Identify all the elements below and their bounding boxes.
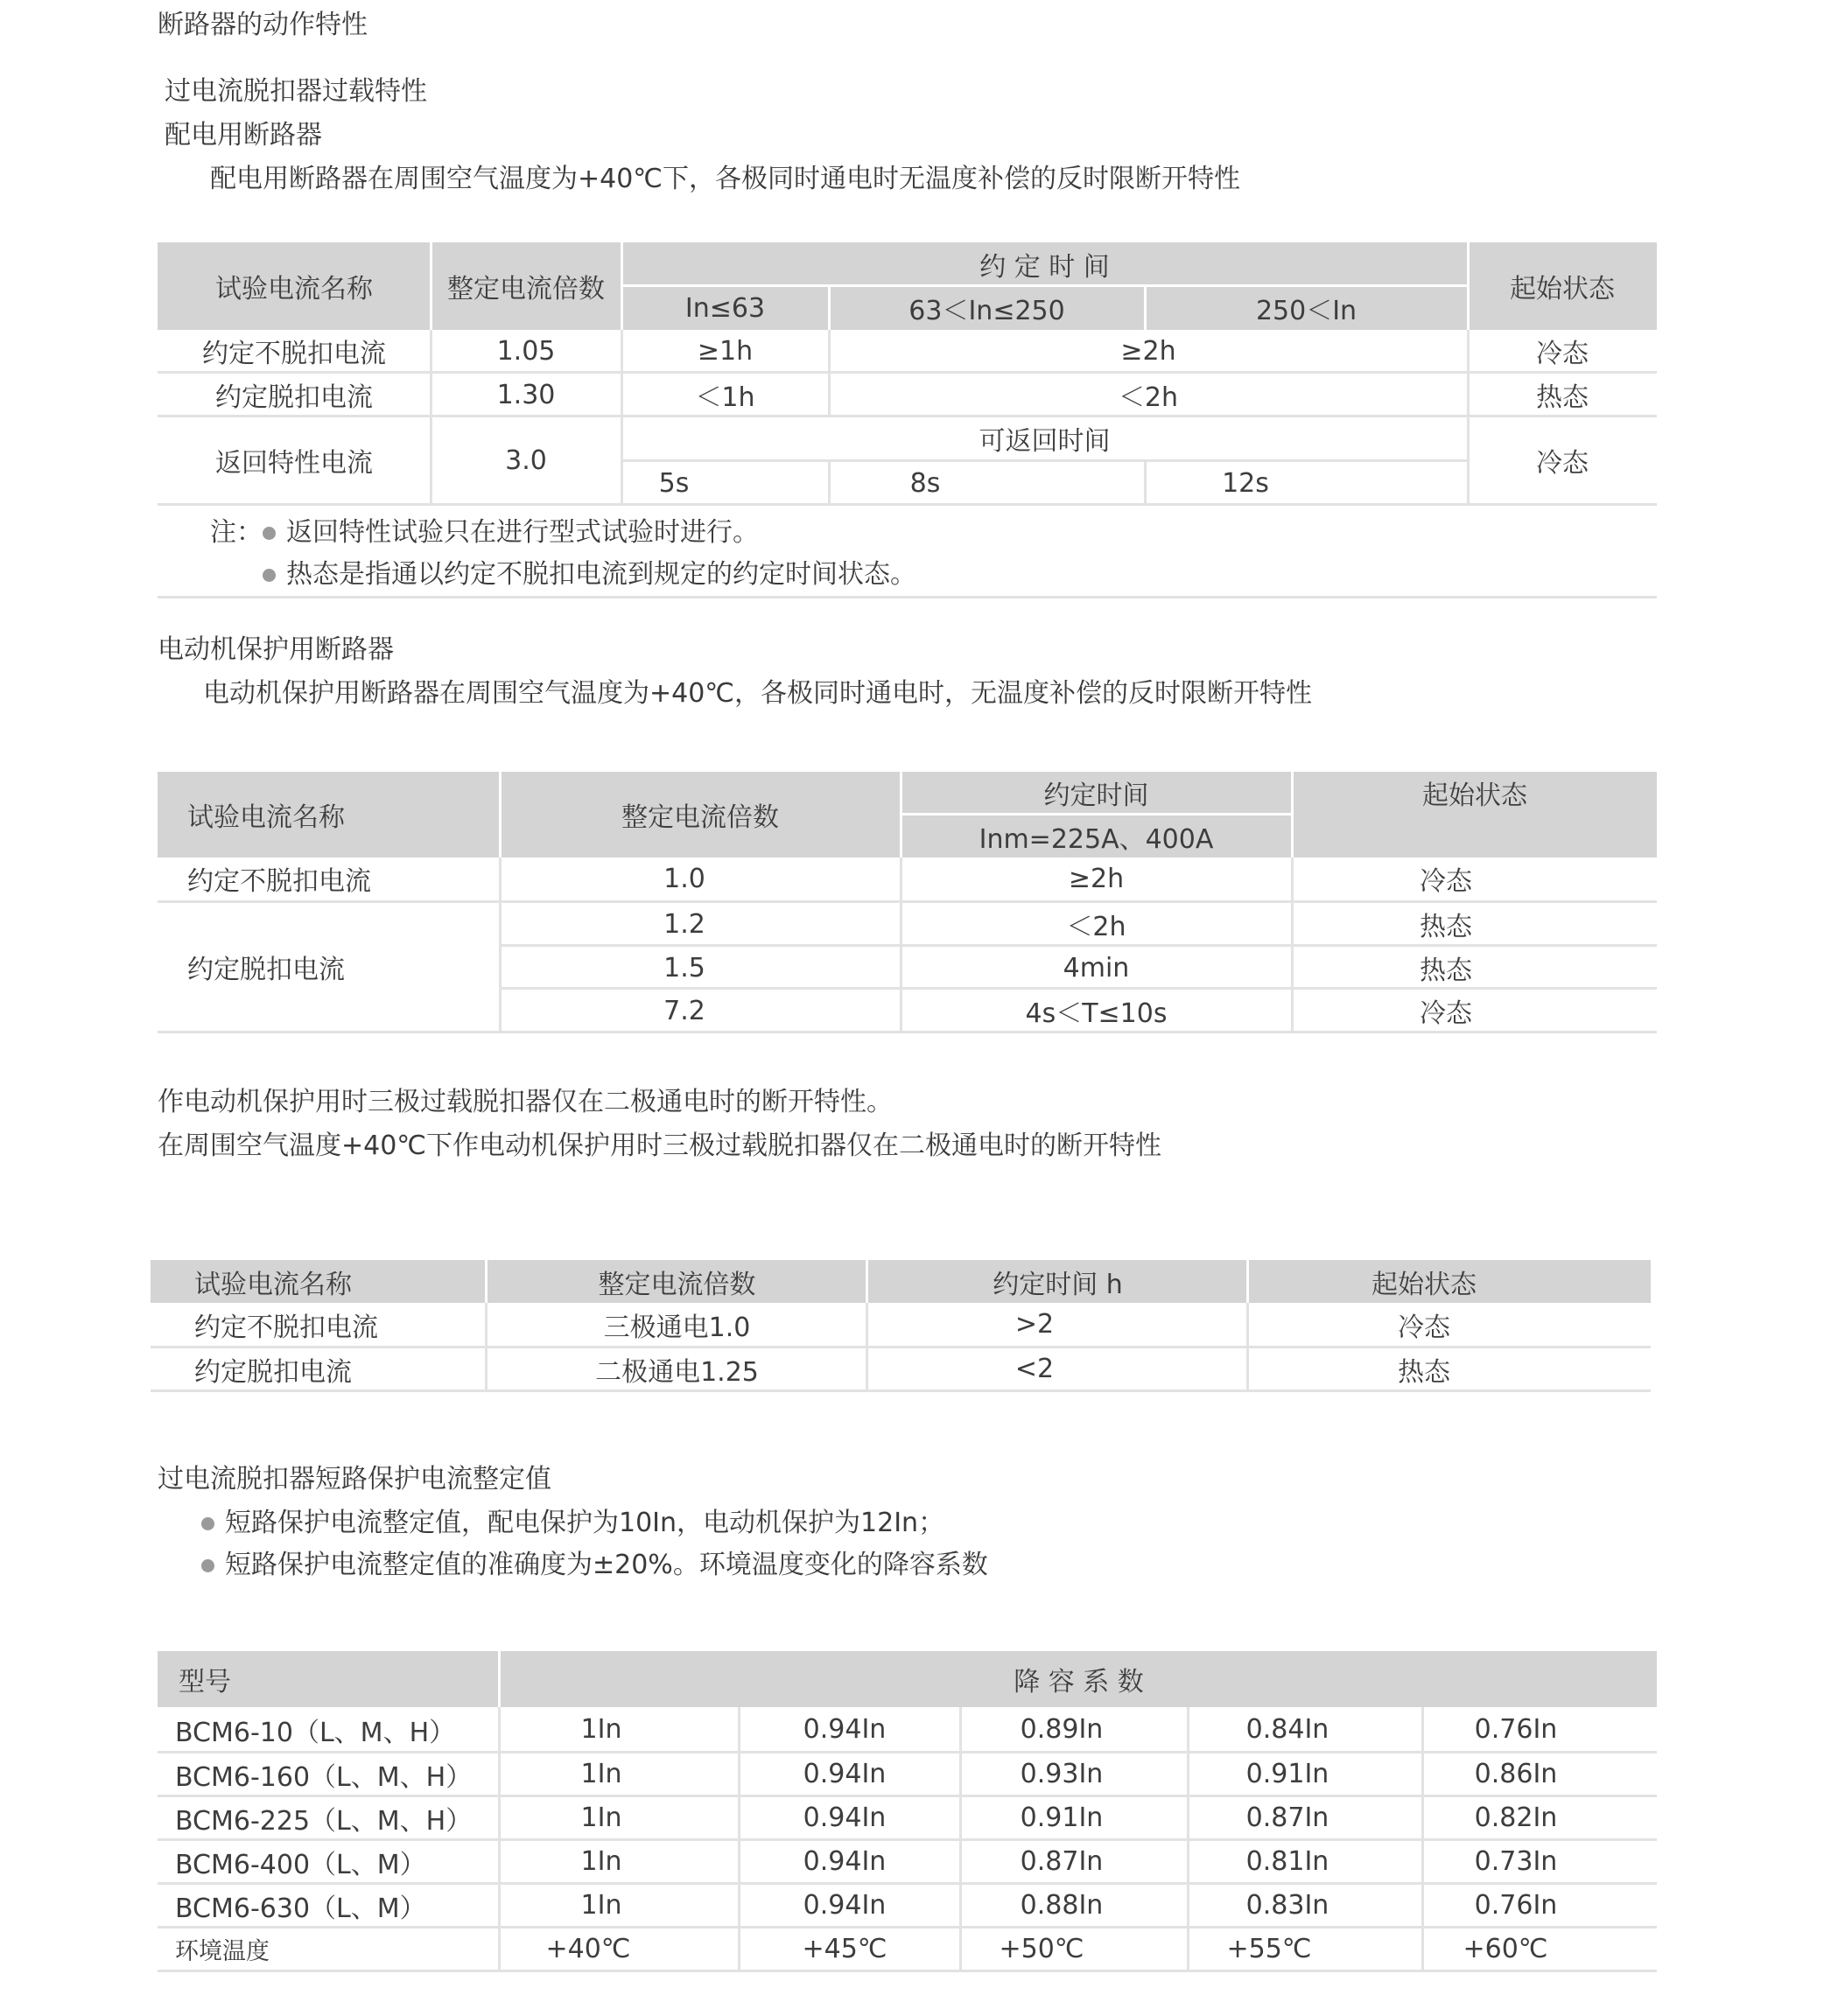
table-cell: 4min bbox=[1063, 952, 1130, 984]
table-cell: 热态 bbox=[1398, 1356, 1450, 1388]
table-cell: 1In bbox=[580, 1890, 622, 1921]
header-time-sub: Inm=225A、400A bbox=[979, 824, 1214, 855]
section-description: 电动机保护用断路器在周围空气温度为+40℃，各极同时通电时，无温度补偿的反时限断开特性 bbox=[203, 678, 1313, 709]
page-title: 断路器的动作特性 bbox=[158, 10, 368, 40]
table-cell: 冷态 bbox=[1536, 448, 1589, 479]
table-cell: ≥1h bbox=[697, 335, 754, 367]
header-conventional-time: 约 定 时 间 bbox=[979, 252, 1110, 283]
table-cell: 8s bbox=[909, 467, 941, 499]
table-cell: +40℃ bbox=[545, 1934, 631, 1964]
table-cell: 0.83In bbox=[1245, 1890, 1329, 1921]
notes-line-2 bbox=[263, 559, 916, 590]
table-cell: 约定脱扣电流 bbox=[215, 382, 373, 413]
table-cell: ≥2h bbox=[1068, 863, 1125, 894]
table-cell: 0.94In bbox=[803, 1802, 887, 1833]
table-cell: +45℃ bbox=[802, 1934, 887, 1964]
table-cell: 1.2 bbox=[663, 908, 705, 940]
table-cell-model: BCM6-630（L、M） bbox=[175, 1893, 426, 1924]
header-conventional-time: 约定时间 bbox=[1043, 780, 1149, 811]
table-header-cell: 整定电流倍数 bbox=[598, 1269, 756, 1300]
table-header-cell: 起始状态 bbox=[1371, 1269, 1477, 1300]
table-cell: 0.91In bbox=[1020, 1802, 1104, 1833]
section-heading: 过电流脱扣器过载特性 bbox=[165, 76, 427, 107]
table-cell: 7.2 bbox=[663, 995, 705, 1026]
bullet-text: 短路保护电流整定值，配电保护为10In，电动机保护为12In； bbox=[225, 1508, 945, 1538]
table-cell: 0.82In bbox=[1474, 1802, 1558, 1833]
table-cell: <2 bbox=[1014, 1354, 1055, 1384]
table-cell: 热态 bbox=[1420, 912, 1472, 942]
table-cell: 12s bbox=[1222, 467, 1269, 499]
table-cell: 0.87In bbox=[1245, 1802, 1329, 1833]
section-description: 配电用断路器在周围空气温度为+40℃下，各极同时通电时无温度补偿的反时限断开特性 bbox=[210, 164, 1241, 194]
table-cell: +55℃ bbox=[1226, 1934, 1312, 1964]
section-subheading: 配电用断路器 bbox=[165, 120, 322, 150]
header-time-in-le-63: In≤63 bbox=[684, 292, 766, 324]
table-cell: +60℃ bbox=[1463, 1934, 1548, 1964]
note-text: 热态是指通以约定不脱扣电流到规定的约定时间状态。 bbox=[286, 559, 916, 590]
header-test-current-name: 试验电流名称 bbox=[215, 274, 373, 304]
bullet-icon bbox=[201, 1559, 214, 1572]
table-cell: 0.76In bbox=[1474, 1714, 1558, 1745]
table-cell: 1In bbox=[580, 1759, 622, 1789]
section-text: 在周围空气温度+40℃下作电动机保护用时三极过载脱扣器仅在二极通电时的断开特性 bbox=[158, 1130, 1162, 1161]
header-time-63-250: 63＜In≤250 bbox=[908, 296, 1065, 326]
table-cell: 3.0 bbox=[505, 444, 547, 476]
table-cell: 1.0 bbox=[663, 863, 705, 894]
table-cell: 0.91In bbox=[1245, 1759, 1329, 1789]
table-cell: 0.88In bbox=[1020, 1890, 1104, 1921]
table-cell: 0.94In bbox=[803, 1759, 887, 1789]
return-time-label: 可返回时间 bbox=[979, 426, 1111, 457]
table-cell-model: BCM6-400（L、M） bbox=[175, 1849, 426, 1880]
table-cell: 冷态 bbox=[1398, 1312, 1450, 1343]
bullet-icon bbox=[263, 569, 276, 582]
table-cell: 冷态 bbox=[1420, 866, 1472, 897]
table-cell: ≥2h bbox=[1120, 335, 1176, 367]
table-cell: >2 bbox=[1014, 1309, 1055, 1340]
table-cell: 0.94In bbox=[803, 1714, 887, 1745]
section-heading: 电动机保护用断路器 bbox=[158, 634, 394, 665]
bullet-icon bbox=[201, 1517, 214, 1530]
notes-line-1 bbox=[210, 517, 759, 548]
header-model: 型号 bbox=[179, 1667, 231, 1698]
bullet-icon bbox=[263, 527, 276, 540]
table-cell: 二极通电1.25 bbox=[595, 1356, 759, 1388]
header-initial-state: 起始状态 bbox=[1422, 780, 1527, 811]
table-cell: 0.89In bbox=[1020, 1714, 1104, 1745]
table-cell: 1.30 bbox=[496, 379, 556, 410]
table-cell: 约定脱扣电流 bbox=[187, 955, 345, 985]
table-cell: ＜1h bbox=[695, 382, 755, 413]
table-cell: 0.87In bbox=[1020, 1846, 1104, 1877]
header-time-gt-250: 250＜In bbox=[1255, 296, 1357, 326]
table-cell: 4s＜T≤10s bbox=[1025, 998, 1168, 1029]
table-cell: 返回特性电流 bbox=[215, 448, 373, 479]
table-cell: 0.76In bbox=[1474, 1890, 1558, 1921]
table-header-cell: 试验电流名称 bbox=[194, 1269, 352, 1300]
table-cell: 5s bbox=[658, 467, 690, 499]
temperature-label: 环境温度 bbox=[175, 1938, 270, 1965]
table-cell: 1.05 bbox=[496, 335, 556, 367]
table-cell: 0.94In bbox=[803, 1890, 887, 1921]
table-cell: 0.81In bbox=[1245, 1846, 1329, 1877]
bullet-text: 短路保护电流整定值的准确度为±20%。环境温度变化的降容系数 bbox=[225, 1550, 988, 1580]
table-cell: 1In bbox=[580, 1714, 622, 1745]
note-text: 返回特性试验只在进行型式试验时进行。 bbox=[286, 517, 759, 548]
table-cell: 约定不脱扣电流 bbox=[194, 1312, 378, 1343]
table-cell: 约定脱扣电流 bbox=[194, 1356, 352, 1388]
table-cell: 0.73In bbox=[1474, 1846, 1558, 1877]
bullet-line-1 bbox=[201, 1510, 944, 1536]
table-cell: 冷态 bbox=[1536, 339, 1589, 369]
table-cell: ＜2h bbox=[1118, 382, 1179, 413]
notes-prefix: 注： bbox=[210, 517, 263, 548]
table-cell: 约定不脱扣电流 bbox=[202, 339, 386, 369]
section-text: 作电动机保护用时三极过载脱扣器仅在二极通电时的断开特性。 bbox=[158, 1087, 893, 1117]
table-cell: 冷态 bbox=[1420, 998, 1472, 1029]
table-cell: 0.86In bbox=[1474, 1759, 1558, 1789]
table-cell: 1In bbox=[580, 1846, 622, 1877]
table-cell: 1.5 bbox=[663, 952, 705, 984]
header-initial-state: 起始状态 bbox=[1510, 274, 1615, 304]
table-cell: 热态 bbox=[1420, 956, 1472, 986]
table-cell: +50℃ bbox=[999, 1934, 1084, 1964]
table-cell: 约定不脱扣电流 bbox=[187, 866, 371, 897]
table-cell: 热态 bbox=[1536, 382, 1589, 413]
table-cell-model: BCM6-225（L、M、H） bbox=[175, 1805, 473, 1837]
table-header-cell: 约定时间 h bbox=[993, 1269, 1123, 1300]
table-cell: 1In bbox=[580, 1802, 622, 1833]
header-setting-multiple: 整定电流倍数 bbox=[621, 802, 779, 833]
table-cell: 0.93In bbox=[1020, 1759, 1104, 1789]
table-cell: 0.84In bbox=[1245, 1714, 1329, 1745]
header-derating-factor: 降 容 系 数 bbox=[1014, 1667, 1144, 1698]
section-heading: 过电流脱扣器短路保护电流整定值 bbox=[158, 1464, 551, 1494]
header-setting-multiple: 整定电流倍数 bbox=[447, 274, 605, 304]
bullet-line-2 bbox=[201, 1552, 988, 1578]
table-cell: 0.94In bbox=[803, 1846, 887, 1877]
table-cell: 三极通电1.0 bbox=[603, 1312, 751, 1343]
table-cell-model: BCM6-10（L、M、H） bbox=[175, 1717, 456, 1748]
table-cell: ＜2h bbox=[1066, 912, 1126, 942]
header-test-current-name: 试验电流名称 bbox=[187, 802, 345, 833]
table-cell-model: BCM6-160（L、M、H） bbox=[175, 1761, 473, 1793]
